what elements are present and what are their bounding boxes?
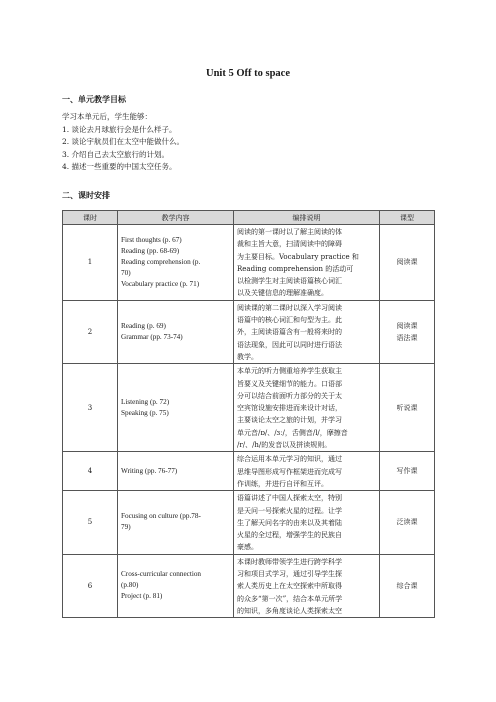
desc-line: 的众多“第一次”，结合本单元所学 xyxy=(237,594,343,603)
document-title: Unit 5 Off to space xyxy=(206,68,290,79)
goal-item: 4. 描述一些重要的中国太空任务。 xyxy=(62,161,177,171)
desc-line: 习和项目式学习，通过引导学生探 xyxy=(237,570,342,579)
goals-intro: 学习本单元后，学生能够： xyxy=(62,112,152,121)
period-number: 2 xyxy=(63,300,118,363)
desc-line: 为主要目标。Vocabulary practice 和 xyxy=(237,252,359,261)
content-line: Reading (p. 69) xyxy=(121,322,166,331)
desc-line: 豪感。 xyxy=(237,543,258,552)
type-line: 泛读课 xyxy=(396,518,418,527)
content-line: Writing (pp. 76-77) xyxy=(121,466,178,475)
section-heading-goals: 一、单元教学目标 xyxy=(62,94,126,104)
lesson-description xyxy=(234,452,380,491)
desc-line: 火星的全过程，增强学生的民族自 xyxy=(237,531,342,540)
lesson-content xyxy=(118,300,234,363)
desc-line: 生了解天问名字的由来以及其着陆 xyxy=(237,518,342,527)
desc-line: 思维导图形成写作框架进而完成写 xyxy=(237,467,342,476)
lesson-content xyxy=(118,364,234,452)
table-header-row xyxy=(63,211,435,225)
lesson-type xyxy=(380,364,435,452)
desc-line: 本课时教师带领学生进行跨学科学 xyxy=(237,557,342,566)
content-line: Cross-curricular connection xyxy=(121,570,202,579)
content-line: First thoughts (p. 67) xyxy=(121,235,182,244)
desc-line: 主要谈论太空之旅的计划，并学习 xyxy=(237,416,342,425)
desc-line: 外，主阅读语篇含有一般将来时的 xyxy=(237,328,342,337)
goal-item: 1. 谈论去月球旅行会是什么样子。 xyxy=(62,125,177,134)
period-number: 5 xyxy=(63,491,118,554)
desc-line: 语篇中的核心词汇和句型为主。此 xyxy=(237,316,342,325)
period-number: 6 xyxy=(63,554,118,617)
content-line: Project (p. 81) xyxy=(121,592,163,601)
header-content: 教学内容 xyxy=(118,211,234,225)
lesson-content xyxy=(118,491,234,554)
type-line: 写作课 xyxy=(396,467,418,476)
lesson-description xyxy=(234,491,380,554)
lesson-type xyxy=(380,300,435,363)
desc-line: Reading comprehension 的活动可 xyxy=(237,264,354,273)
desc-line: 阅读的第一课时以了解主阅读的体 xyxy=(237,228,342,236)
desc-line: 阅读课的第二课时以深入学习阅读 xyxy=(237,303,342,312)
lesson-content xyxy=(118,554,234,617)
table-row xyxy=(63,300,435,363)
content-line: (p.80) xyxy=(121,581,139,590)
lesson-description xyxy=(234,554,380,617)
desc-line: 以检测学生对主阅读语篇核心词汇 xyxy=(237,277,342,286)
desc-line: 裁和主旨大意，扫清阅读中的障碍 xyxy=(237,240,342,249)
desc-line: 索人类历史上在太空探索中所取得 xyxy=(237,582,342,591)
period-number: 4 xyxy=(63,452,118,491)
period-number: 1 xyxy=(63,225,118,301)
lesson-type xyxy=(380,491,435,554)
desc-line: 以及关键信息的理解准确度。 xyxy=(237,289,328,298)
table-row xyxy=(63,554,435,617)
desc-line: 教学。 xyxy=(237,352,258,361)
lesson-description xyxy=(234,225,380,301)
header-type: 课型 xyxy=(380,211,435,225)
header-description: 编排说明 xyxy=(234,211,380,225)
desc-line: 综合运用本单元学习的知识，通过 xyxy=(237,455,342,464)
lesson-description xyxy=(234,364,380,452)
desc-line: 本单元的听力侧重培养学生获取主 xyxy=(237,367,342,376)
type-line: 听说课 xyxy=(396,403,418,412)
type-line: 综合课 xyxy=(396,581,418,590)
desc-line: 是天问一号探索火星的过程。让学 xyxy=(237,506,342,515)
lesson-content xyxy=(118,225,234,301)
lesson-type xyxy=(380,452,435,491)
desc-line: 空宾馆设施安排进而来设计对话， xyxy=(237,404,342,413)
goal-item: 2. 谈论宇航员们在太空中能做什么。 xyxy=(62,137,185,147)
content-line: Reading comprehension (p. xyxy=(121,257,201,266)
desc-line: /r/、/h/的发音以及拼读规则。 xyxy=(237,441,332,450)
content-line: Focusing on culture (pp.78- xyxy=(121,512,201,521)
type-line: 语法课 xyxy=(396,334,418,343)
desc-line: 语法现象，因此可以同时进行语法 xyxy=(237,340,342,349)
content-line: Speaking (p. 75) xyxy=(121,408,169,417)
schedule-table xyxy=(62,210,435,618)
header-period: 课时 xyxy=(63,211,118,225)
table-row xyxy=(63,452,435,491)
lesson-type xyxy=(380,225,435,301)
desc-line: 旨要义及关键细节的能力。口语部 xyxy=(237,379,342,388)
goals-list xyxy=(62,124,184,173)
desc-line: 分可以结合前面听力部分的关于太 xyxy=(237,391,342,400)
desc-line: 语篇讲述了中国人探索太空，特别 xyxy=(237,494,342,503)
desc-line: 作训练，并进行自评和互评。 xyxy=(237,479,328,488)
table-row xyxy=(63,364,435,452)
lesson-content xyxy=(118,452,234,491)
desc-line: 的知识，多角度谈论人类探索太空 xyxy=(237,606,342,615)
content-line: Grammar (pp. 73-74) xyxy=(121,333,183,342)
lesson-type xyxy=(380,554,435,617)
desc-line: 单元音/ɒ/、/ɜː/，舌侧音/l/，摩擦音 xyxy=(237,428,348,437)
table-row xyxy=(63,491,435,554)
section-heading-schedule: 二、课时安排 xyxy=(62,190,110,200)
type-line: 阅读课 xyxy=(396,322,418,331)
content-line: 70) xyxy=(121,268,131,277)
table-row xyxy=(63,225,435,301)
goal-item: 3. 介绍自己去太空旅行的计划。 xyxy=(62,149,170,159)
content-line: Reading (pp. 68-69) xyxy=(121,246,180,255)
lesson-description xyxy=(234,300,380,363)
content-line: Vocabulary practice (p. 71) xyxy=(121,279,200,288)
content-line: 79) xyxy=(121,523,131,532)
period-number: 3 xyxy=(63,364,118,452)
content-line: Listening (p. 72) xyxy=(121,397,170,406)
type-line: 阅读课 xyxy=(396,258,418,267)
